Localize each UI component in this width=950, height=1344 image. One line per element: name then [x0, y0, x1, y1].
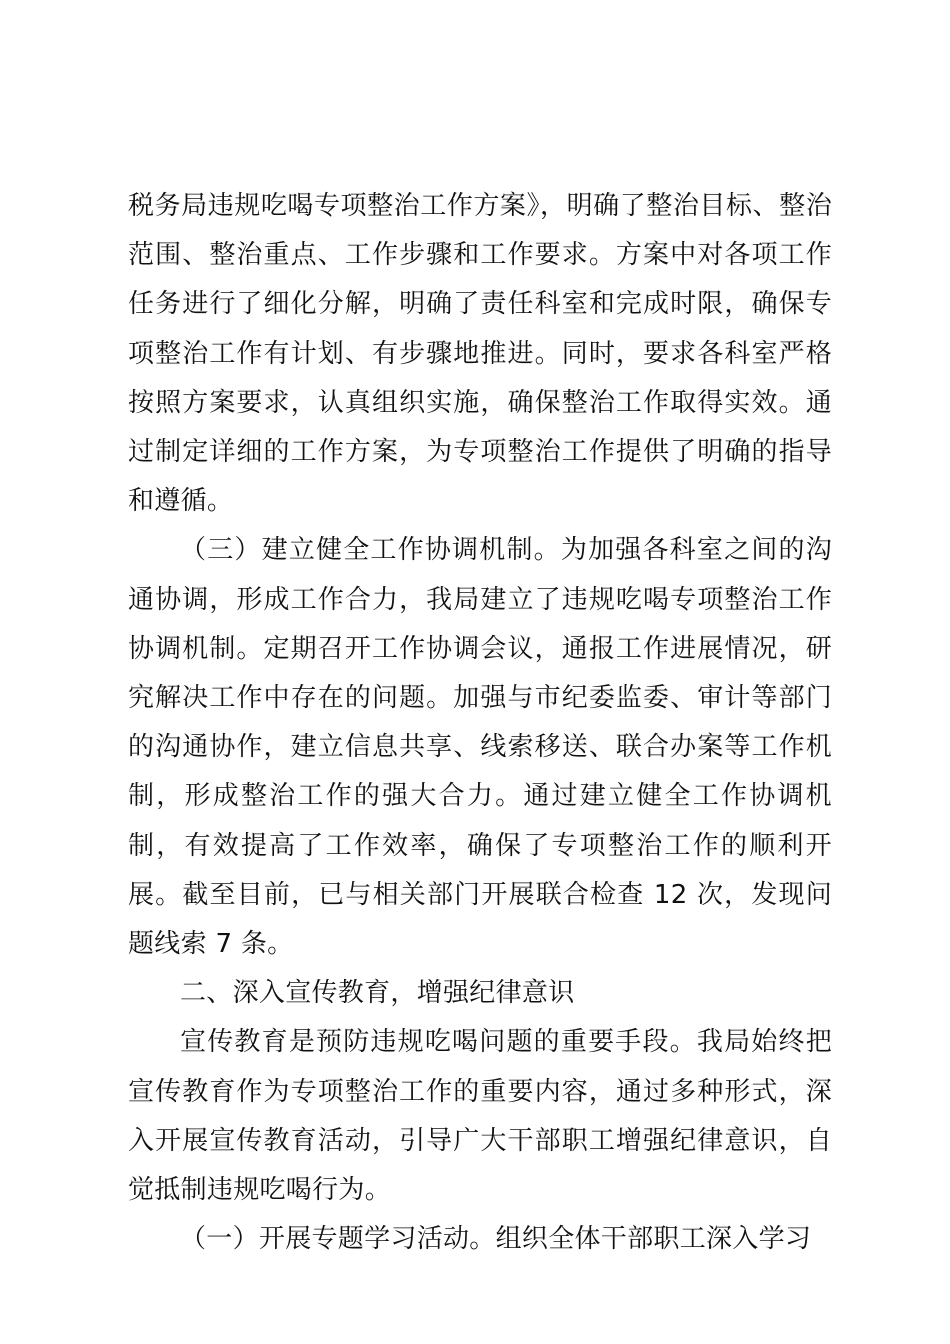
- section-heading-publicity-education: 二、深入宣传教育，增强纪律意识: [180, 978, 575, 1009]
- paragraph-special-study: （一）开展专题学习活动。组织全体干部职工深入学习: [180, 1224, 812, 1255]
- paragraph-work-plan: 税务局违规吃喝专项整治工作方案》，明确了整治目标、整治范围、整治重点、工作步骤和工作要求。方案中对各项工作任务进行了细化分解，明确了责任科室和完成时限，确保专项整治工作有计划、有步骤地推进。同时，要求各科室严格按照方案要求，认真组织实施，确保整治工作取得实效。通过制定详细的工作方案，为专项整治工作提供了明确的指导和遵循。: [128, 191, 832, 517]
- document-body: [128, 182, 832, 1264]
- paragraph-coordination-mechanism: （三）建立健全工作协调机制。为加强各科室之间的沟通协调，形成工作合力，我局建立了违规吃喝专项整治工作协调机制。定期召开工作协调会议，通报工作进展情况，研究解决工作中存在的问题。加强与市纪委监委、审计等部门的沟通协作，建立信息共享、线索移送、联合办案等工作机制，形成整治工作的强大合力。通过建立健全工作协调机制，有效提高了工作效率，确保了专项整治工作的顺利开展。截至目前，已与相关部门开展联合检查 12 次，发现问题线索 7 条。: [128, 535, 832, 960]
- paragraph-publicity-education: 宣传教育是预防违规吃喝问题的重要手段。我局始终把宣传教育作为专项整治工作的重要内容，通过多种形式，深入开展宣传教育活动，引导广大干部职工增强纪律意识，自觉抵制违规吃喝行为。: [128, 1027, 832, 1206]
